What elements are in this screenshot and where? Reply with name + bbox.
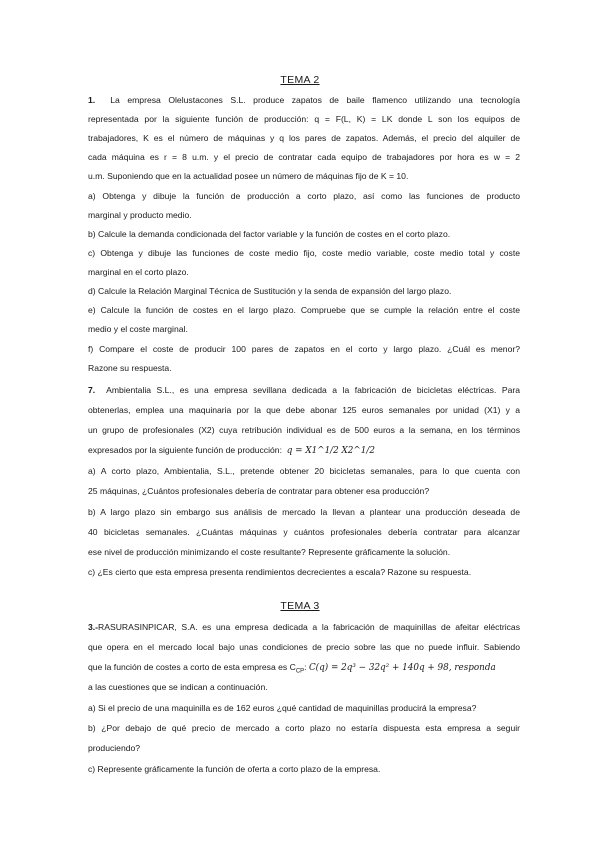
q3-item-b-1: b) ¿Por debajo de qué precio de mercado a corto plazo no estaría dispuesta esta empresa a seguir <box>88 723 520 733</box>
q7-line-3: un grupo de profesionales (X2) cuya retribución individual es de 500 euros a la semana, en los términos <box>88 425 520 435</box>
q3-subscript: CP <box>295 668 305 675</box>
q1-line-3: trabajadores, K es el número de máquinas y q los pares de zapatos. Además, el precio del alquiler de <box>88 133 520 143</box>
q1-item-e-1: e) Calcule la función de costes en el largo plazo. Compruebe que se cumple la relación entre el coste <box>88 305 520 315</box>
q3-item-c: c) Represente gráficamente la función de oferta a corto plazo de la empresa. <box>88 764 381 774</box>
q1-line-2: representada por la siguiente función de producción: q = F(L, K) = LK donde L son los equipos de <box>88 114 520 124</box>
q7-item-a-2: 25 máquinas, ¿Cuántos profesionales debería de contratar para obtener esa producción? <box>88 486 430 496</box>
q7-line-4 <box>88 444 520 457</box>
q3-line-1 <box>88 621 520 633</box>
q1-item-c-2: marginal en el corto plazo. <box>88 267 189 277</box>
q7-item-b-2: 40 bicicletas semanales. ¿Cuántas máquinas y cuántos profesionales debería contratar para alcanzar <box>88 527 520 537</box>
q7-line-1 <box>88 384 520 396</box>
q3-item-b-2: produciendo? <box>88 743 141 753</box>
q1-item-f-2: Razone su respuesta. <box>88 363 172 373</box>
q1-item-d: d) Calcule la Relación Marginal Técnica de Sustitución y la senda de expansión del largo plazo. <box>88 286 452 296</box>
q3-line-4: a las cuestiones que se indican a continuación. <box>88 682 268 692</box>
q7-text-4: expresados por la siguiente función de producción: <box>88 445 282 455</box>
q3-text-3: que la función de costes a corto de esta empresa es C <box>88 662 296 672</box>
q1-text-1: La empresa Olelustacones S.L. produce zapatos de baile flamenco utilizando una tecnología <box>110 95 520 105</box>
q3-line-3: que la función de costes a corto de esta empresa es $C_{CP}$: C(q) = 2q³ − 32q² + 140q + 98, responda <box>88 662 496 675</box>
q7-number: 7. <box>88 385 96 395</box>
tema3-title: TEMA 3 <box>280 600 320 612</box>
q7-line-2: obtenerlas, emplea una maquinaria por la que debe abonar 125 euros semanales por unidad (X1) y a <box>88 405 520 415</box>
q7-item-b-1: b) A largo plazo sin embargo sus análisis de mercado la llevan a plantear una producción deseada de <box>88 507 520 517</box>
q3-formula: C(q) = 2q³ − 32q² + 140q + 98, responda <box>308 663 496 673</box>
q1-line-5: u.m. Suponiendo que en la actualidad posee un número de máquinas fijo de K = 10. <box>88 171 409 181</box>
q1-item-c-1: c) Obtenga y dibuje las funciones de coste medio fijo, coste medio variable, coste medio total y coste <box>88 248 520 258</box>
q1-item-b: b) Calcule la demanda condicionada del factor variable y la función de costes en el corto plazo. <box>88 229 451 239</box>
q1-line-1 <box>88 94 520 106</box>
q1-item-a-1: a) Obtenga y dibuje la función de producción a corto plazo, así como las funciones de producto <box>88 191 520 201</box>
q3-item-a: a) Si el precio de una maquinilla es de 162 euros ¿qué cantidad de maquinillas producirá la empresa? <box>88 703 477 713</box>
q1-number: 1. <box>88 95 96 105</box>
q3-line-2: que opera en el mercado local bajo unas condiciones de precio sobre las que no puede influir. Sabiendo <box>88 642 520 652</box>
q1-item-f-1: f) Compare el coste de producir 100 pares de zapatos en el corto y largo plazo. ¿Cuál es menor? <box>88 344 520 354</box>
q1-line-4: cada máquina es r = 8 u.m. y el precio de contratar cada equipo de trabajadores por hora es w = 2 <box>88 152 520 162</box>
q3-text-1: RASURASINPICAR, S.A. es una empresa dedicada a la fabricación de maquinillas de afeitar eléctricas <box>98 622 520 632</box>
q1-item-a-2: marginal y producto medio. <box>88 210 192 220</box>
q1-item-e-2: medio y el coste marginal. <box>88 324 188 334</box>
q3-number: 3.- <box>88 622 99 632</box>
q7-item-c: c) ¿Es cierto que esta empresa presenta rendimientos decrecientes a escala? Razone su respuesta. <box>88 567 472 577</box>
q7-item-a-1: a) A corto plazo, Ambientalia, S.L., pretende obtener 20 bicicletas semanales, para lo que cuenta con <box>88 466 520 476</box>
q7-formula: q = X1^1/2 X2^1/2 <box>286 446 375 456</box>
q7-item-b-3: ese nivel de producción minimizando el coste resultante? Represente gráficamente la solución. <box>88 547 451 557</box>
q7-text-1: Ambientalia S.L., es una empresa sevillana dedicada a la fabricación de bicicletas eléctricas. Para <box>106 385 520 395</box>
tema2-title: TEMA 2 <box>280 74 320 86</box>
